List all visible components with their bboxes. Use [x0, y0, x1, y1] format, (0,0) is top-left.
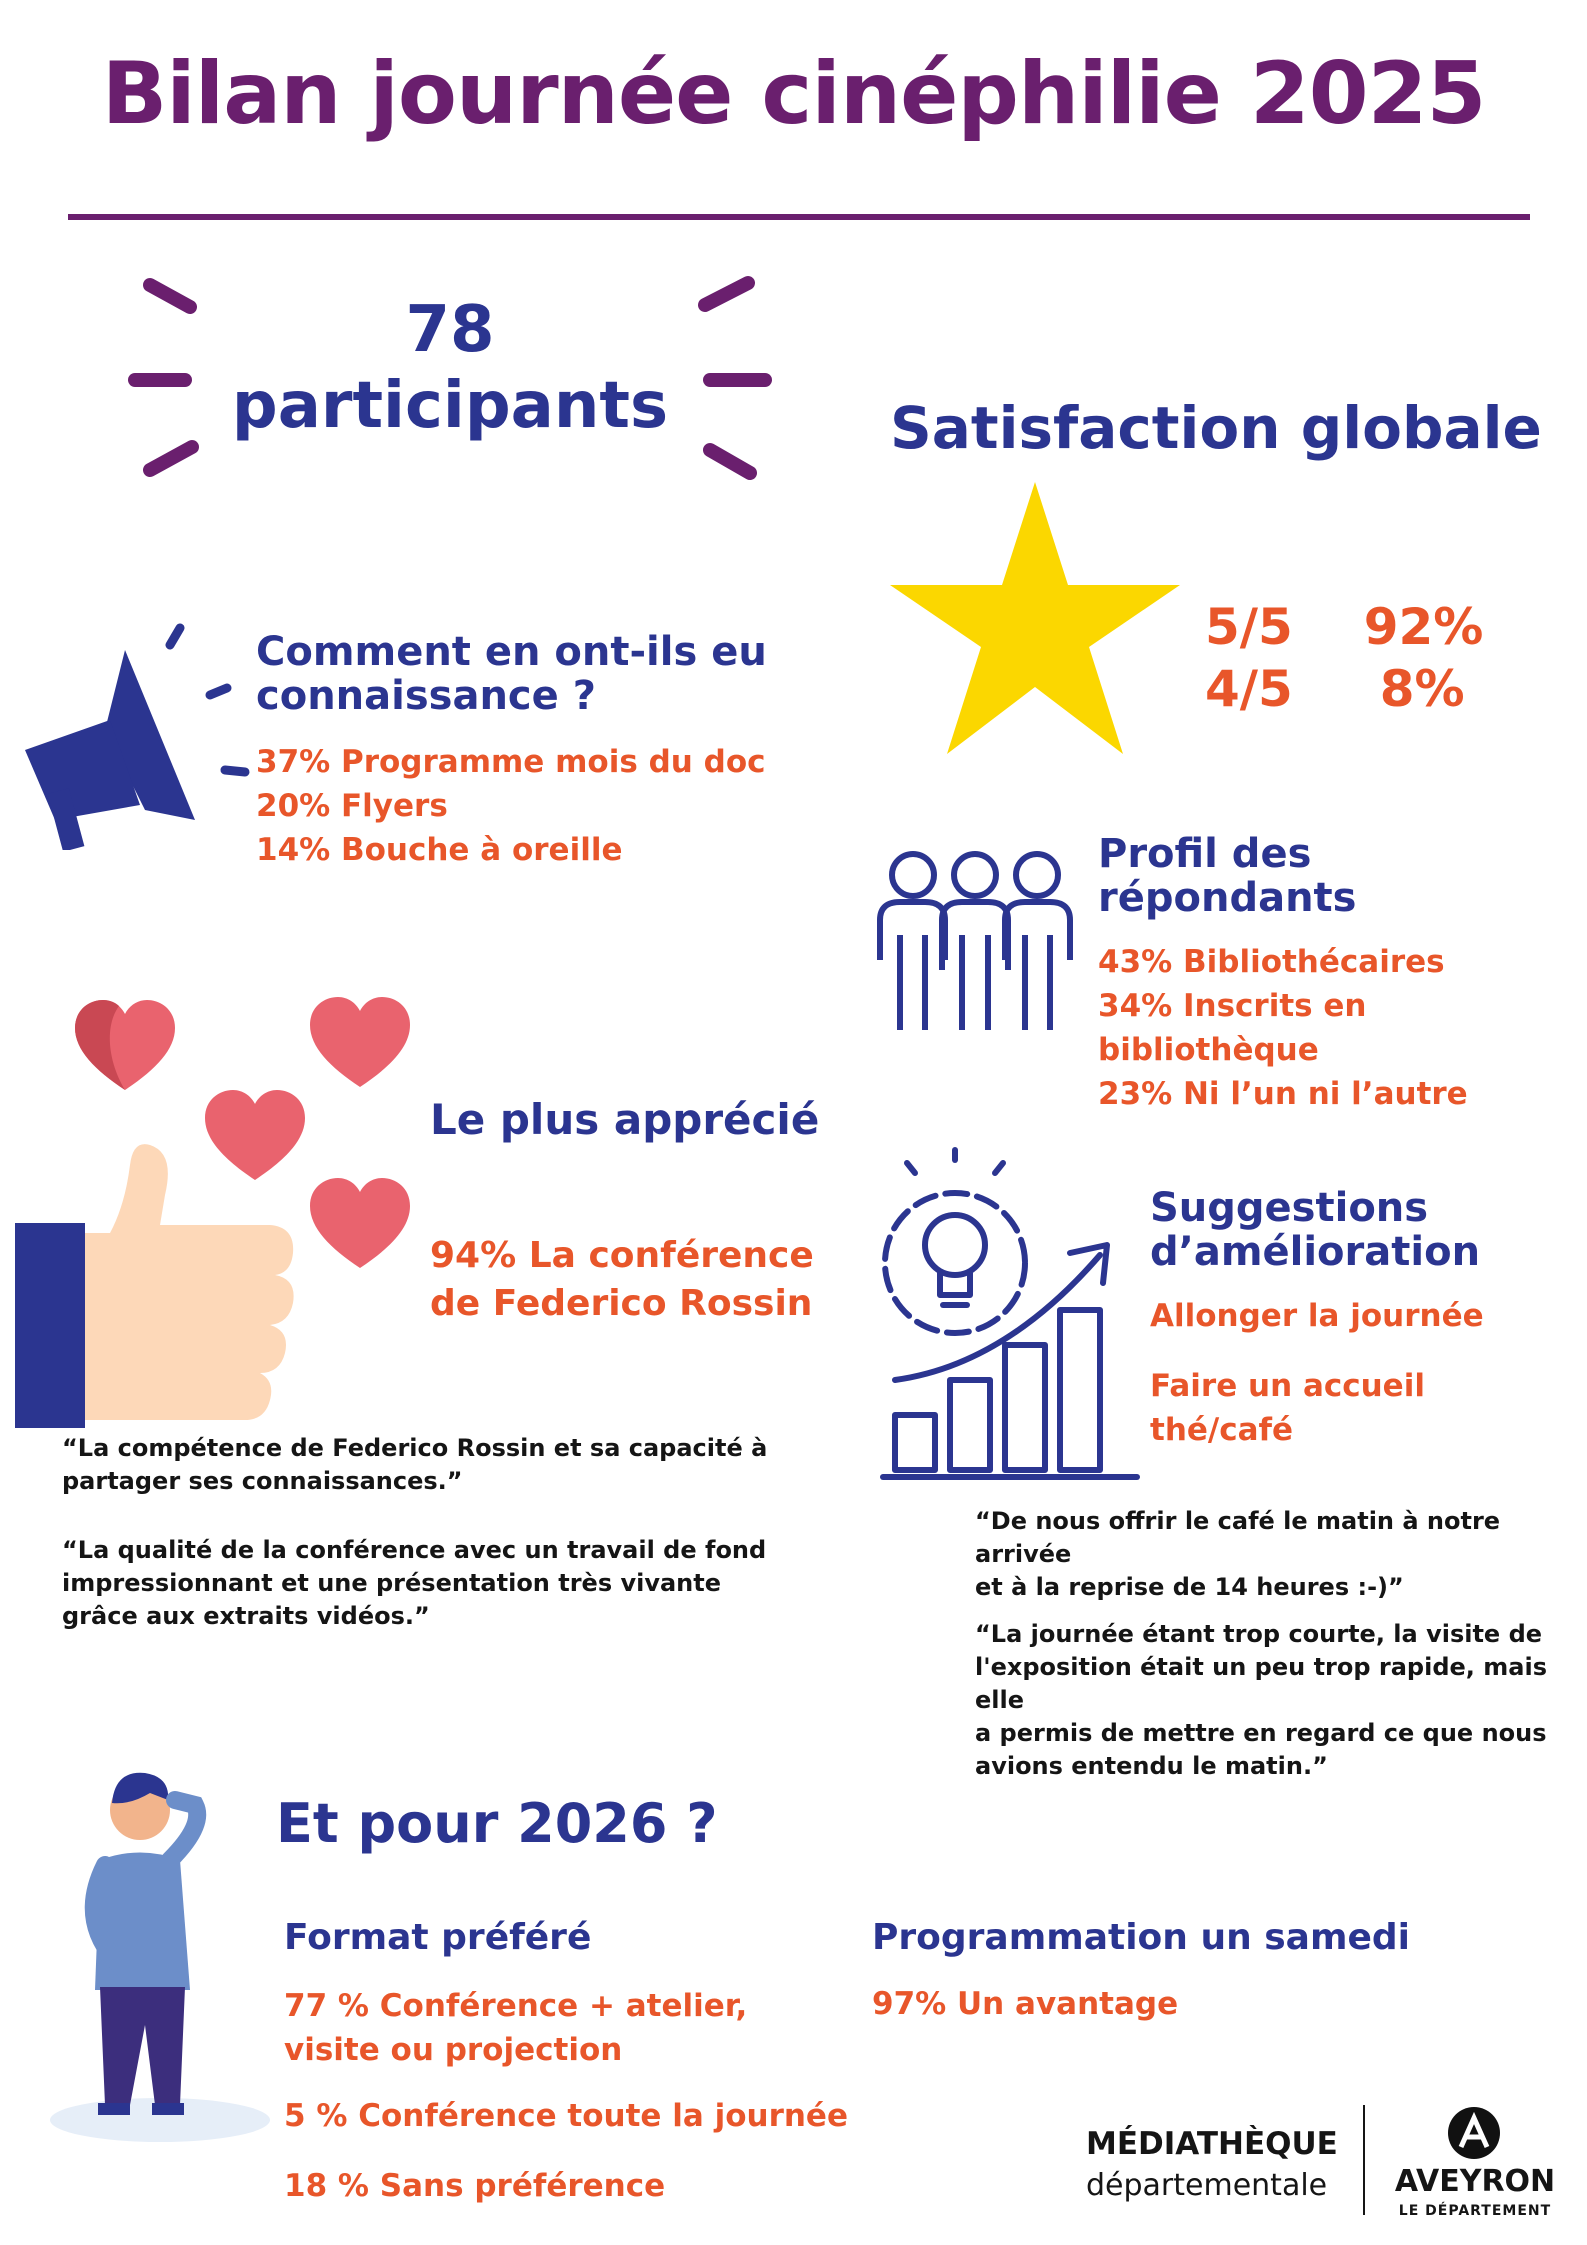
- person-looking-icon: [30, 1765, 270, 2150]
- participants-count: 78: [405, 293, 495, 367]
- aveyron-logo-icon: [1446, 2105, 1502, 2161]
- list-item: bibliothèque: [1098, 1032, 1319, 1068]
- suggestion-item-2: Faire un accueil thé/café: [1150, 1368, 1425, 1448]
- suggestions-heading: Suggestions d’amélioration: [1150, 1185, 1481, 1275]
- star-icon: [885, 482, 1185, 757]
- satisfaction-percent: 8%: [1379, 660, 1465, 718]
- idea-growth-chart-icon: [875, 1145, 1145, 1485]
- aveyron-logo-title: AVEYRON: [1394, 2164, 1556, 2199]
- satisfaction-percent: 92%: [1363, 598, 1484, 656]
- apprecie-quote-1: “La compétence de Federico Rossin et sa capacité à partager ses connaissances.”: [62, 1434, 768, 1495]
- people-group-icon: [875, 850, 1075, 1035]
- apprecie-heading: Le plus apprécié: [430, 1095, 820, 1144]
- suggestion-item-1: Allonger la journée: [1150, 1298, 1484, 1334]
- aveyron-logo-subtitle: LE DÉPARTEMENT: [1398, 2203, 1552, 2219]
- logo-divider: [1363, 2105, 1365, 2215]
- profil-list: [1098, 940, 1468, 1116]
- satisfaction-heading: Satisfaction globale: [890, 394, 1542, 462]
- list-item: 43% Bibliothécaires: [1098, 944, 1445, 980]
- apprecie-quote-2: “La qualité de la conférence avec un travail de fond impressionnant et une présentation très vivante grâce aux extraits vidéos.”: [62, 1536, 767, 1630]
- list-item: 37% Programme mois du doc: [256, 744, 766, 780]
- profil-heading: Profil des répondants: [1098, 831, 1357, 921]
- next-year-heading: Et pour 2026 ?: [276, 1792, 718, 1855]
- satisfaction-row-4: [1205, 658, 1465, 720]
- page-title: Bilan journée cinéphilie 2025: [101, 44, 1486, 144]
- connaissance-heading: Comment en ont-ils eu connaissance ?: [256, 629, 767, 719]
- suggestions-quote-1: “De nous offrir le café le matin à notre arrivée et à la reprise de 14 heures :-)”: [975, 1507, 1501, 1601]
- connaissance-list: [256, 740, 766, 872]
- apprecie-stat: 94% La conférence de Federico Rossin: [430, 1235, 814, 1324]
- mediatheque-logo-title: MÉDIATHÈQUE: [1086, 2126, 1338, 2162]
- suggestions-quote-2: “La journée étant trop courte, la visite de l'exposition était un peu trop rapide, mais elle a permis de mettre en regard ce que nous avions entendu le matin.”: [975, 1620, 1547, 1780]
- list-item: 20% Flyers: [256, 788, 448, 824]
- satisfaction-score: 5/5: [1205, 598, 1293, 656]
- participants-label: participants: [231, 369, 669, 443]
- format-item-1: 77 % Conférence + atelier, visite ou projection: [284, 1988, 748, 2068]
- list-item: 34% Inscrits en: [1098, 988, 1367, 1024]
- samedi-heading: Programmation un samedi: [872, 1917, 1410, 1958]
- satisfaction-row-5: [1205, 596, 1483, 658]
- satisfaction-score: 4/5: [1205, 660, 1293, 718]
- title-divider: [68, 214, 1530, 220]
- format-heading: Format préféré: [284, 1917, 592, 1958]
- megaphone-icon: [15, 620, 255, 850]
- list-item: 14% Bouche à oreille: [256, 832, 623, 868]
- format-item-3: 18 % Sans préférence: [284, 2168, 666, 2204]
- format-item-2: 5 % Conférence toute la journée: [284, 2098, 848, 2134]
- samedi-item: 97% Un avantage: [872, 1986, 1179, 2022]
- mediatheque-logo-subtitle: départementale: [1086, 2168, 1328, 2203]
- list-item: 23% Ni l’un ni l’autre: [1098, 1076, 1468, 1112]
- thumbs-up-hearts-icon: [15, 995, 435, 1435]
